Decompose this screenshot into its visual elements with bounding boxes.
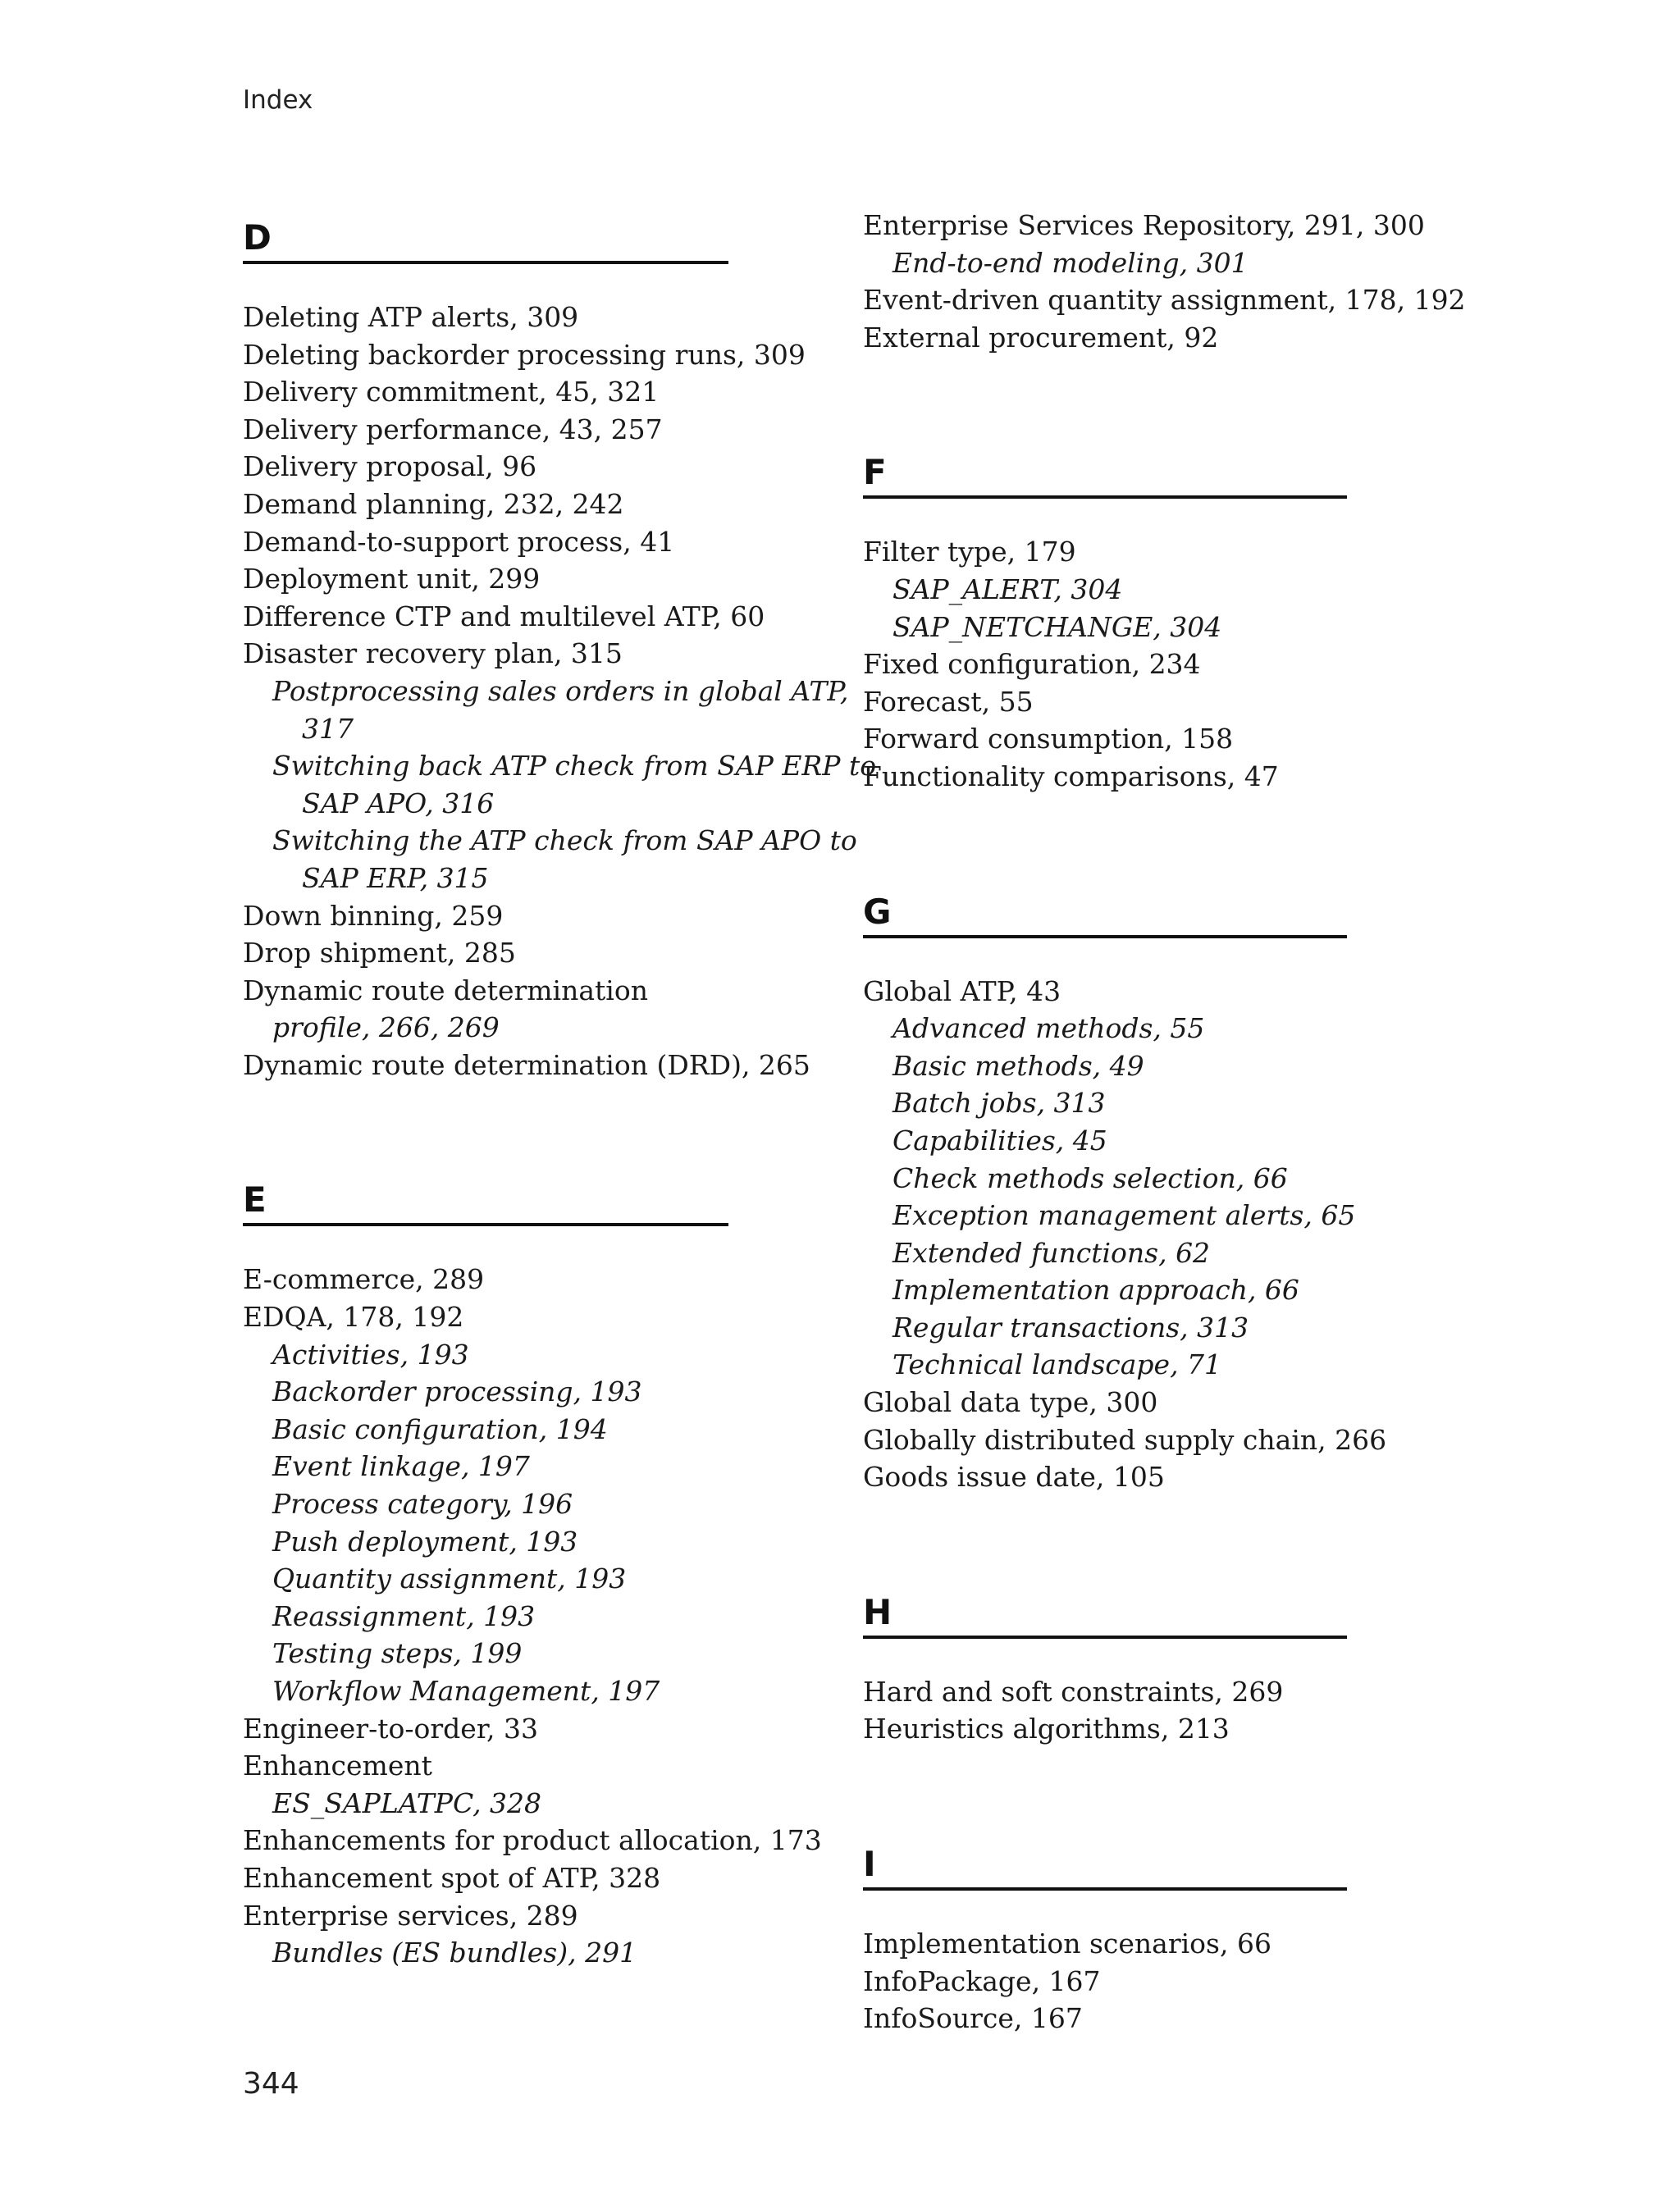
section-letter-heading: I [863, 1840, 1347, 1891]
index-entry: Delivery proposal, 96 [243, 450, 537, 483]
index-subentry: Technical landscape, 71 [892, 1348, 1222, 1381]
index-subentry: Implementation approach, 66 [892, 1274, 1299, 1307]
index-entry: Difference CTP and multilevel ATP, 60 [243, 600, 765, 632]
index-subentry: Postprocessing sales orders in global ATP, [272, 674, 849, 707]
index-section-g [863, 887, 1486, 1496]
index-entry: InfoSource, 167 [863, 2002, 1083, 2035]
index-entry: Forward consumption, 158 [863, 723, 1234, 755]
index-subentry: Testing steps, 199 [272, 1637, 523, 1670]
index-subentry: End-to-end modeling, 301 [892, 246, 1249, 279]
index-subentry: Basic methods, 49 [892, 1049, 1144, 1082]
index-subentry: Advanced methods, 55 [892, 1012, 1205, 1045]
index-subentry: Exception management alerts, 65 [892, 1199, 1356, 1232]
section-letter-heading: E [243, 1175, 728, 1226]
index-subentry: SAP ERP, 315 [302, 861, 489, 894]
index-entry: Functionality comparisons, 47 [863, 760, 1279, 792]
index-subentry: Regular transactions, 313 [892, 1311, 1249, 1344]
index-entry: Enhancement [243, 1750, 432, 1782]
index-entry: Heuristics algorithms, 213 [863, 1713, 1230, 1745]
index-entry: Hard and soft constraints, 269 [863, 1675, 1284, 1708]
index-subentry: Extended functions, 62 [892, 1236, 1211, 1269]
section-letter-heading: G [863, 887, 1347, 938]
index-entry: Demand-to-support process, 41 [243, 525, 675, 558]
index-subentry: Quantity assignment, 193 [272, 1563, 627, 1595]
index-subentry: Check methods selection, 66 [892, 1161, 1288, 1194]
index-subentry: Reassignment, 193 [272, 1599, 536, 1632]
index-subentry: Switching back ATP check from SAP ERP to [272, 750, 877, 782]
index-subentry: SAP APO, 316 [302, 787, 495, 819]
index-subentry: SAP_ALERT, 304 [892, 573, 1123, 605]
index-subentry: Bundles (ES bundles), 291 [272, 1937, 637, 1969]
index-entry: Dynamic route determination [243, 974, 648, 1006]
index-subentry: Workflow Management, 197 [272, 1675, 660, 1707]
index-entry: Global ATP, 43 [863, 974, 1061, 1007]
index-entry: Delivery commitment, 45, 321 [243, 376, 660, 408]
index-subentry: Activities, 193 [272, 1338, 469, 1371]
index-subentry: SAP_NETCHANGE, 304 [892, 610, 1222, 643]
index-entry: Event-driven quantity assignment, 178, 192 [863, 284, 1466, 317]
index-section-e [243, 1175, 833, 1971]
section-letter-heading: D [243, 213, 728, 264]
index-entry: Down binning, 259 [243, 899, 504, 932]
index-subentry: Push deployment, 193 [272, 1525, 578, 1558]
index-entry: Enhancement spot of ATP, 328 [243, 1861, 661, 1894]
running-head: Index [243, 85, 313, 115]
section-letter-heading: H [863, 1588, 1347, 1639]
index-entry: Goods issue date, 105 [863, 1461, 1165, 1494]
index-subentry: Batch jobs, 313 [892, 1087, 1106, 1120]
index-continuation [863, 207, 1486, 356]
index-subentry: Basic configuration, 194 [272, 1412, 608, 1445]
index-entry: E-commerce, 289 [243, 1263, 485, 1296]
index-entry: Global data type, 300 [863, 1386, 1158, 1419]
index-entry: Drop shipment, 285 [243, 937, 516, 970]
index-entry: Delivery performance, 43, 257 [243, 413, 663, 445]
index-column-right [863, 209, 1486, 2037]
index-subentry: 317 [302, 712, 354, 745]
page-number: 344 [243, 2067, 299, 2101]
index-entry: Forecast, 55 [863, 685, 1034, 718]
index-entry: Deleting ATP alerts, 309 [243, 301, 579, 333]
section-letter-heading: F [863, 448, 1347, 499]
index-entry: Deployment unit, 299 [243, 563, 541, 595]
index-entry: InfoPackage, 167 [863, 1964, 1101, 1997]
index-entry: Implementation scenarios, 66 [863, 1928, 1271, 1960]
index-entry: Dynamic route determination (DRD), 265 [243, 1048, 810, 1081]
index-entry: Engineer-to-order, 33 [243, 1712, 538, 1745]
index-subentry: Process category, 196 [272, 1488, 573, 1521]
index-entry: Disaster recovery plan, 315 [243, 637, 623, 670]
index-entry: External procurement, 92 [863, 321, 1219, 354]
index-entry: EDQA, 178, 192 [243, 1301, 464, 1334]
index-subentry: Switching the ATP check from SAP APO to [272, 824, 857, 857]
index-entry: Fixed configuration, 234 [863, 648, 1201, 681]
index-section-i [863, 1840, 1486, 2037]
index-entry: Filter type, 179 [863, 536, 1076, 568]
index-entry: Globally distributed supply chain, 266 [863, 1423, 1387, 1456]
index-subentry: Capabilities, 45 [892, 1124, 1107, 1157]
index-entry: Deleting backorder processing runs, 309 [243, 338, 806, 371]
index-entry: Enterprise services, 289 [243, 1899, 578, 1932]
index-entry: Enhancements for product allocation, 173 [243, 1824, 822, 1857]
index-section-f [863, 448, 1486, 795]
index-entry: Demand planning, 232, 242 [243, 487, 624, 520]
index-section-d [243, 213, 877, 1084]
index-subentry: Event linkage, 197 [272, 1450, 530, 1483]
index-subentry: profile, 266, 269 [272, 1011, 500, 1044]
index-entry: Enterprise Services Repository, 291, 300 [863, 209, 1425, 241]
index-section-h [863, 1588, 1486, 1748]
index-subentry: ES_SAPLATPC, 328 [272, 1786, 542, 1819]
index-column-left [243, 213, 877, 1972]
index-subentry: Backorder processing, 193 [272, 1376, 642, 1408]
